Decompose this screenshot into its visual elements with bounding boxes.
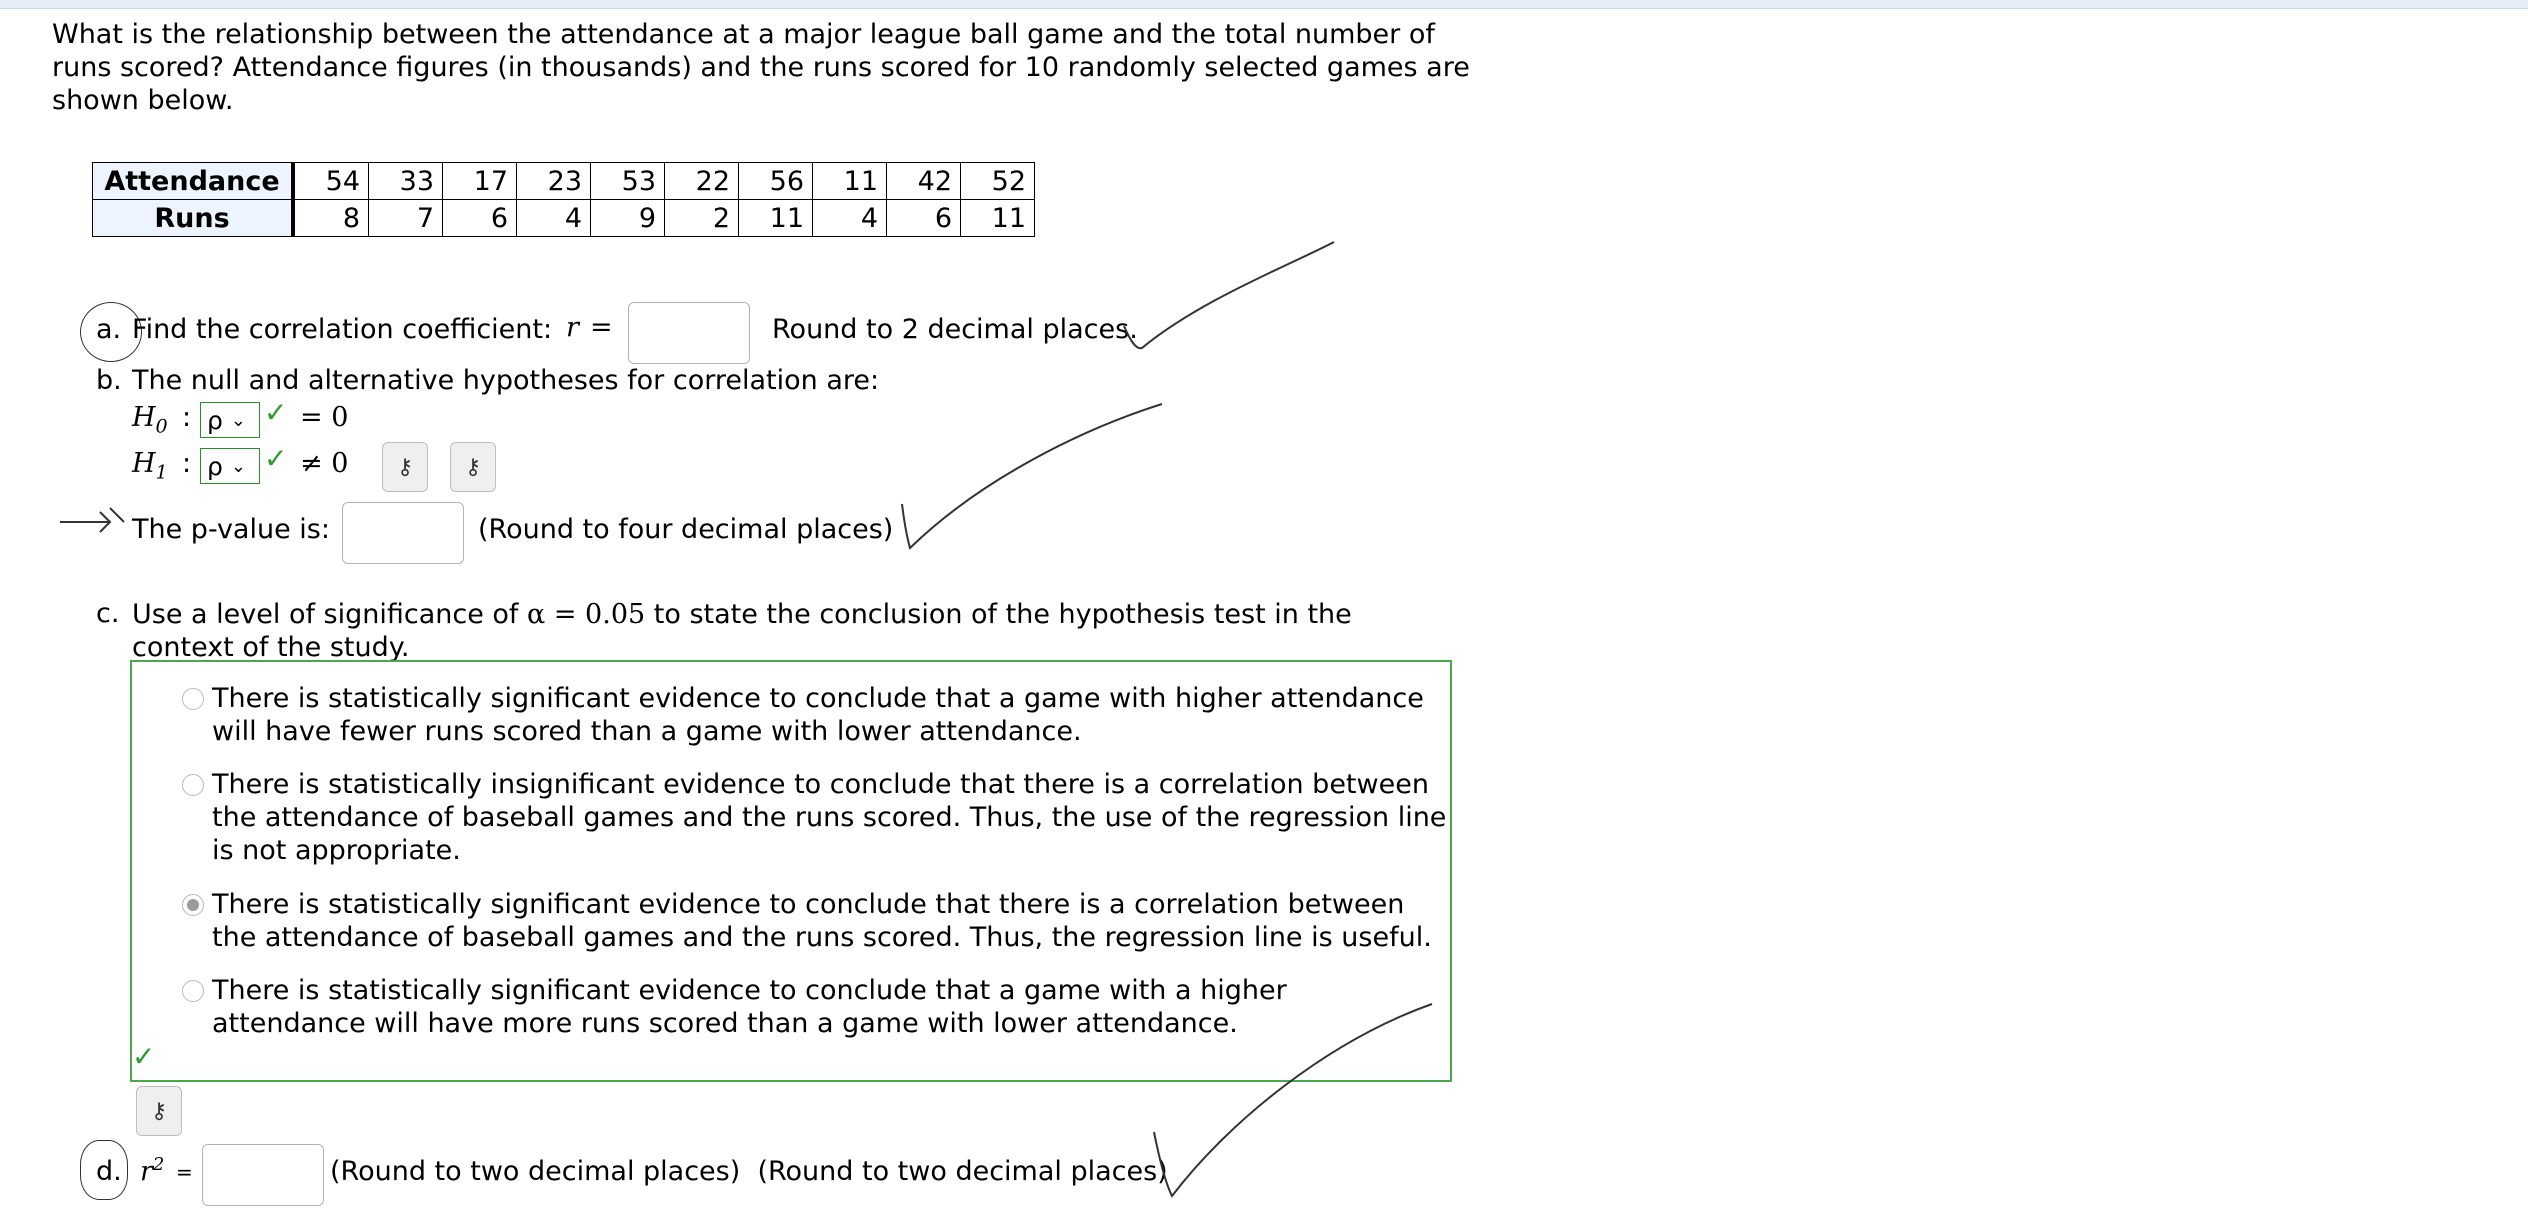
table-cell: 22 (665, 163, 739, 200)
option-1-text[interactable]: There is statistically significant evidence to conclude that a game with higher attendance will have fewer runs scored than a game with lower attendance. (212, 683, 1424, 747)
table-cell: 6 (887, 200, 961, 237)
row-header-runs: Runs (93, 200, 294, 237)
question-intro: What is the relationship between the attendance at a major league ball game and the total number of runs scored? Attendance figures (in thousands) and the runs scored for 10 randomly selected games are shown below. (52, 19, 1470, 116)
pvalue-label: The p-value is: (132, 514, 330, 545)
h0-symbol: $H_0$ (132, 402, 168, 438)
table-cell: 11 (961, 200, 1035, 237)
table-cell: 11 (739, 200, 813, 237)
alpha-value: α = 0.05 (527, 599, 646, 630)
option-2-text[interactable]: There is statistically insignificant evidence to conclude that there is a correlation between the attendance of baseball games and the runs scored. Thus, the use of the regression line is not appropriate. (212, 769, 1447, 866)
part-d-label: d. (96, 1156, 122, 1187)
ink-arrow-pvalue (60, 508, 124, 532)
table-cell: 17 (443, 163, 517, 200)
chevron-down-icon: ⌄ (230, 455, 246, 477)
key-icon[interactable]: ⚷ (382, 442, 428, 492)
key-icon[interactable]: ⚷ (136, 1086, 182, 1136)
h1-subscript: 1 (155, 461, 168, 484)
table-cell: 8 (293, 200, 369, 237)
h1-symbol: $H_1$ (132, 448, 168, 484)
table-cell: 4 (813, 200, 887, 237)
check-icon: ✓ (264, 442, 288, 475)
table-cell: 33 (369, 163, 443, 200)
table-cell: 56 (739, 163, 813, 200)
table-cell: 54 (293, 163, 369, 200)
part-c-text-after: to state the conclusion of the hypothesis test in the context of the study. (132, 599, 1352, 663)
ink-checkmark-a (1124, 242, 1334, 348)
part-d-r-squared: $r^2$ (140, 1154, 165, 1187)
h1-relation: ≠ 0 (300, 448, 349, 479)
pvalue-round-hint: (Round to four decimal places) (478, 514, 894, 545)
table-cell: 53 (591, 163, 665, 200)
table-cell: 9 (591, 200, 665, 237)
ink-checkmark-b (902, 404, 1162, 548)
table-cell: 4 (517, 200, 591, 237)
h0-relation: = 0 (300, 402, 349, 433)
h0-subscript: 0 (155, 415, 168, 438)
part-d-equals: = (176, 1160, 193, 1184)
check-icon: ✓ (264, 396, 288, 429)
table-cell: 52 (961, 163, 1035, 200)
check-icon: ✓ (132, 1040, 156, 1073)
table-cell: 7 (369, 200, 443, 237)
part-d-superscript: 2 (152, 1154, 165, 1175)
row-header-attendance: Attendance (93, 163, 294, 200)
table-cell: 23 (517, 163, 591, 200)
h0-colon: : (182, 402, 192, 433)
part-a-r-symbol: r (566, 312, 579, 343)
part-a-equals: = (590, 312, 613, 343)
option-3-text[interactable]: There is statistically significant evidence to conclude that there is a correlation between the attendance of baseball games and the runs scored. Thus, the regression line is useful. (212, 889, 1432, 953)
part-c-label: c. (96, 598, 120, 629)
table-cell: 2 (665, 200, 739, 237)
table-cell: 42 (887, 163, 961, 200)
key-icon[interactable]: ⚷ (450, 442, 496, 492)
part-c-text-before: Use a level of significance of (132, 599, 519, 630)
ink-checkmark-d (1154, 1004, 1432, 1196)
part-a-question: Find the correlation coefficient: (132, 314, 553, 345)
h1-colon: : (182, 448, 192, 479)
table-cell: 11 (813, 163, 887, 200)
part-b-label: b. (96, 365, 122, 396)
part-b-question: The null and alternative hypotheses for correlation are: (132, 365, 880, 396)
table-cell: 6 (443, 200, 517, 237)
option-4-text[interactable]: There is statistically significant evidence to conclude that a game with a higher attendance will have more runs scored than a game with lower attendance. (212, 975, 1287, 1039)
h1-select-value: ρ (207, 451, 223, 481)
h0-select-value: ρ (207, 405, 223, 435)
part-a-label: a. (96, 314, 122, 345)
part-d-round-hint: (Round to two decimal places) (Round to two decimal places) (330, 1156, 1168, 1187)
part-a-round-hint: Round to 2 decimal places. (772, 314, 1138, 345)
chevron-down-icon: ⌄ (230, 409, 246, 431)
